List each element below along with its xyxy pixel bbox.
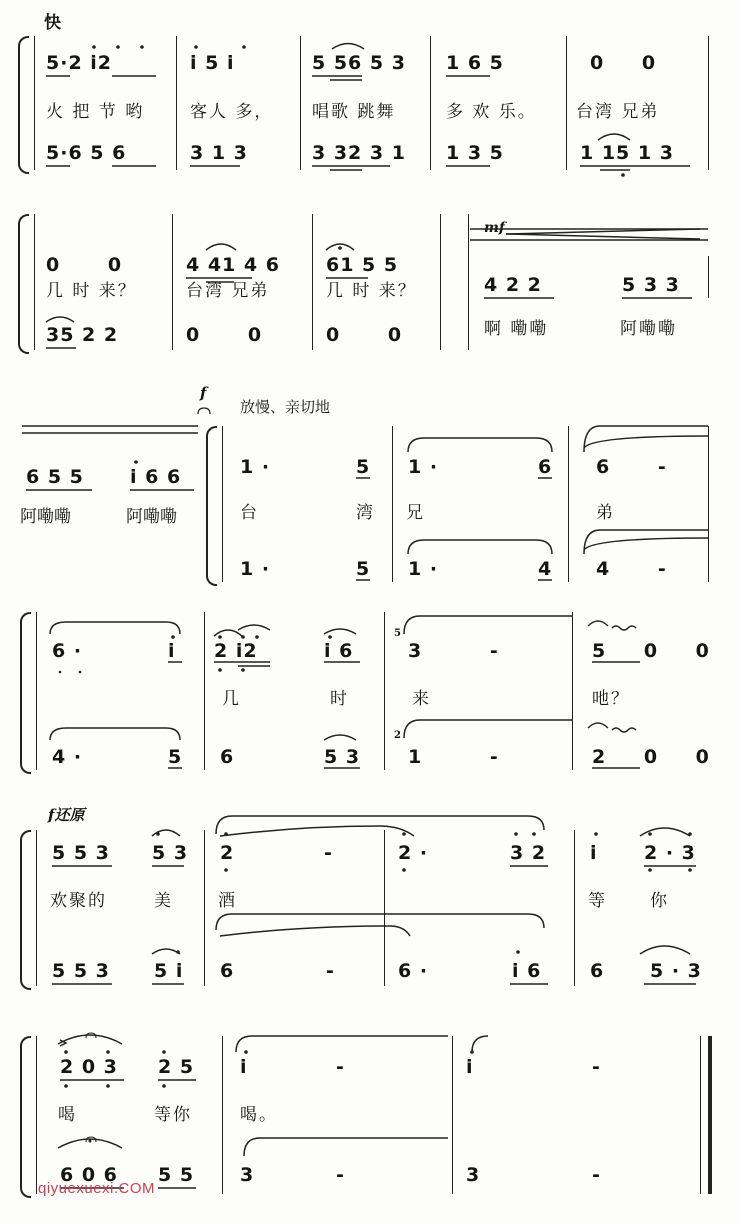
lyric-line: 美 (154, 891, 173, 911)
harmony-measure: 5 i (154, 960, 184, 982)
melody-measure: i (466, 1056, 474, 1078)
lyric-line: 弟 (596, 503, 615, 523)
watermark: qiyuexuexi.COM (38, 1180, 156, 1197)
lyric-line: 台湾 兄弟 (576, 102, 660, 122)
melody-measure: 6 5 5 (26, 466, 84, 488)
melody-measure: 0 0 (46, 254, 123, 276)
lyric-line: 湾 (356, 503, 375, 523)
expression-text: 放慢、亲切地 (240, 398, 331, 416)
harmony-measure: 4 · (52, 746, 83, 768)
melody-measure: - (592, 1056, 601, 1078)
harmony-measure: 2 0 0 (592, 746, 710, 768)
lyric-line: 火 把 节 哟 (46, 102, 145, 122)
lyric-line: 台湾 兄弟 (186, 281, 270, 301)
lyric-line: 吔？ (592, 689, 630, 709)
harmony-measure: 3 32 3 1 (312, 142, 406, 164)
dynamic-mark: f (200, 384, 207, 402)
melody-measure: 5 0 0 (592, 640, 710, 662)
melody-measure: 5 56 5 3 (312, 52, 406, 74)
melody-measure: 2 (220, 842, 235, 864)
lyric-line: 几 (222, 689, 241, 709)
notation-marks (0, 370, 740, 590)
lyric-line: 喝。 (240, 1105, 278, 1125)
lyric-line: 阿嘞嘞 (620, 319, 677, 339)
lyric-line: 等你 (154, 1105, 192, 1125)
harmony-measure: 1 3 5 (446, 142, 504, 164)
melody-measure: 3 2 (510, 842, 547, 864)
harmony-measure: 3 (466, 1164, 481, 1186)
notation-marks (0, 0, 740, 190)
melody-measure: 2 · 3 (644, 842, 696, 864)
harmony-measure: i 6 (512, 960, 542, 982)
melody-measure: 2 0 3 (60, 1056, 118, 1078)
melody-measure: 5 5 3 (52, 842, 110, 864)
lyric-line: 几 时 来？ (326, 281, 417, 301)
grace-note: 5 (394, 628, 401, 639)
harmony-measure: 4 - (596, 558, 667, 580)
harmony-measure: 1 - (408, 746, 499, 768)
melody-measure: 4 41 4 6 (186, 254, 280, 276)
score-system-1 (0, 0, 740, 190)
harmony-measure: 5 5 (158, 1164, 195, 1186)
harmony-measure: 3 (240, 1164, 255, 1186)
lyric-line: 阿嘞嘞 (126, 507, 177, 527)
score-system-2 (0, 190, 740, 370)
lyric-line: 几 时 来？ (46, 281, 137, 301)
harmony-measure: 6 · (398, 960, 429, 982)
melody-measure: i 5 i (190, 52, 235, 74)
melody-measure: 5 3 (152, 842, 189, 864)
melody-measure: 2 5 (158, 1056, 195, 1078)
melody-measure: 6 (538, 456, 553, 478)
score-system-3 (0, 370, 740, 590)
notation-marks (0, 190, 740, 370)
melody-measure: - (324, 842, 333, 864)
harmony-measure: 4 (538, 558, 553, 580)
lyric-line: 喝 (58, 1105, 77, 1125)
harmony-measure: 6 (220, 746, 235, 768)
harmony-measure: 5 5 3 (52, 960, 110, 982)
lyric-line: 唱歌 跳舞 (312, 102, 396, 122)
score-system-5 (0, 790, 740, 1000)
harmony-measure: 35 2 2 (46, 324, 119, 346)
melody-measure: 0 0 (590, 52, 657, 74)
notation-marks (0, 590, 740, 790)
melody-measure: i (590, 842, 598, 864)
lyric-line: 多 欢 乐。 (446, 102, 537, 122)
harmony-measure: 5 3 (324, 746, 361, 768)
lyric-line: 等 (588, 891, 607, 911)
melody-measure: i 6 6 (130, 466, 182, 488)
melody-measure: 1 · (408, 456, 439, 478)
score-system-6 (0, 1000, 740, 1223)
melody-measure: i (168, 640, 176, 662)
harmony-measure: - (592, 1164, 601, 1186)
harmony-measure: 5 (356, 558, 371, 580)
tempo-mark: 快 (44, 13, 63, 33)
melody-measure: 6 · (52, 640, 83, 662)
lyric-line: 时 (330, 689, 349, 709)
melody-measure: i (240, 1056, 248, 1078)
harmony-measure: 3 1 3 (190, 142, 248, 164)
lyric-line: 兄 (406, 503, 425, 523)
grace-note: 2 (394, 730, 401, 741)
lyric-line: 欢聚的 (50, 891, 107, 911)
melody-measure: 5 (356, 456, 371, 478)
dynamic-mark: mf (484, 220, 505, 236)
melody-measure: 1 6 5 (446, 52, 504, 74)
lyric-line: 客人 多， (190, 102, 274, 122)
notation-marks (0, 790, 740, 1000)
score-system-4 (0, 590, 740, 790)
melody-measure: 2 · (398, 842, 429, 864)
harmony-measure: - (326, 960, 335, 982)
harmony-measure: 6 0 6 (60, 1164, 118, 1186)
melody-measure: 3 - (408, 640, 499, 662)
melody-measure: 61 5 5 (326, 254, 399, 276)
harmony-measure: 6 (220, 960, 235, 982)
lyric-line: 啊 嘞嘞 (484, 319, 549, 339)
harmony-measure: 1 · (240, 558, 271, 580)
dynamic-mark: f还原 (48, 806, 85, 824)
melody-measure: - (336, 1056, 345, 1078)
harmony-measure: 1 15 1 3 (580, 142, 674, 164)
melody-measure: 1 · (240, 456, 271, 478)
melody-measure: 4 2 2 (484, 274, 542, 296)
harmony-measure: 5·6 5 6 (46, 142, 127, 164)
lyric-line: 来 (412, 689, 431, 709)
harmony-measure: 0 0 (326, 324, 403, 346)
lyric-line: 你 (650, 891, 669, 911)
melody-measure: 5 3 3 (622, 274, 680, 296)
melody-measure: 6 - (596, 456, 667, 478)
harmony-measure: 0 0 (186, 324, 263, 346)
harmony-measure: 5 · 3 (650, 960, 702, 982)
harmony-measure: 6 (590, 960, 605, 982)
melody-measure: 2 i2 (214, 640, 258, 662)
lyric-line: 酒 (218, 891, 237, 911)
melody-measure: 5·2 i2 (46, 52, 113, 74)
lyric-line: 台 (240, 503, 259, 523)
harmony-measure: 5 (168, 746, 183, 768)
lyric-line: 阿嘞嘞 (20, 507, 71, 527)
melody-measure: i 6 (324, 640, 354, 662)
harmony-measure: - (336, 1164, 345, 1186)
harmony-measure: 1 · (408, 558, 439, 580)
